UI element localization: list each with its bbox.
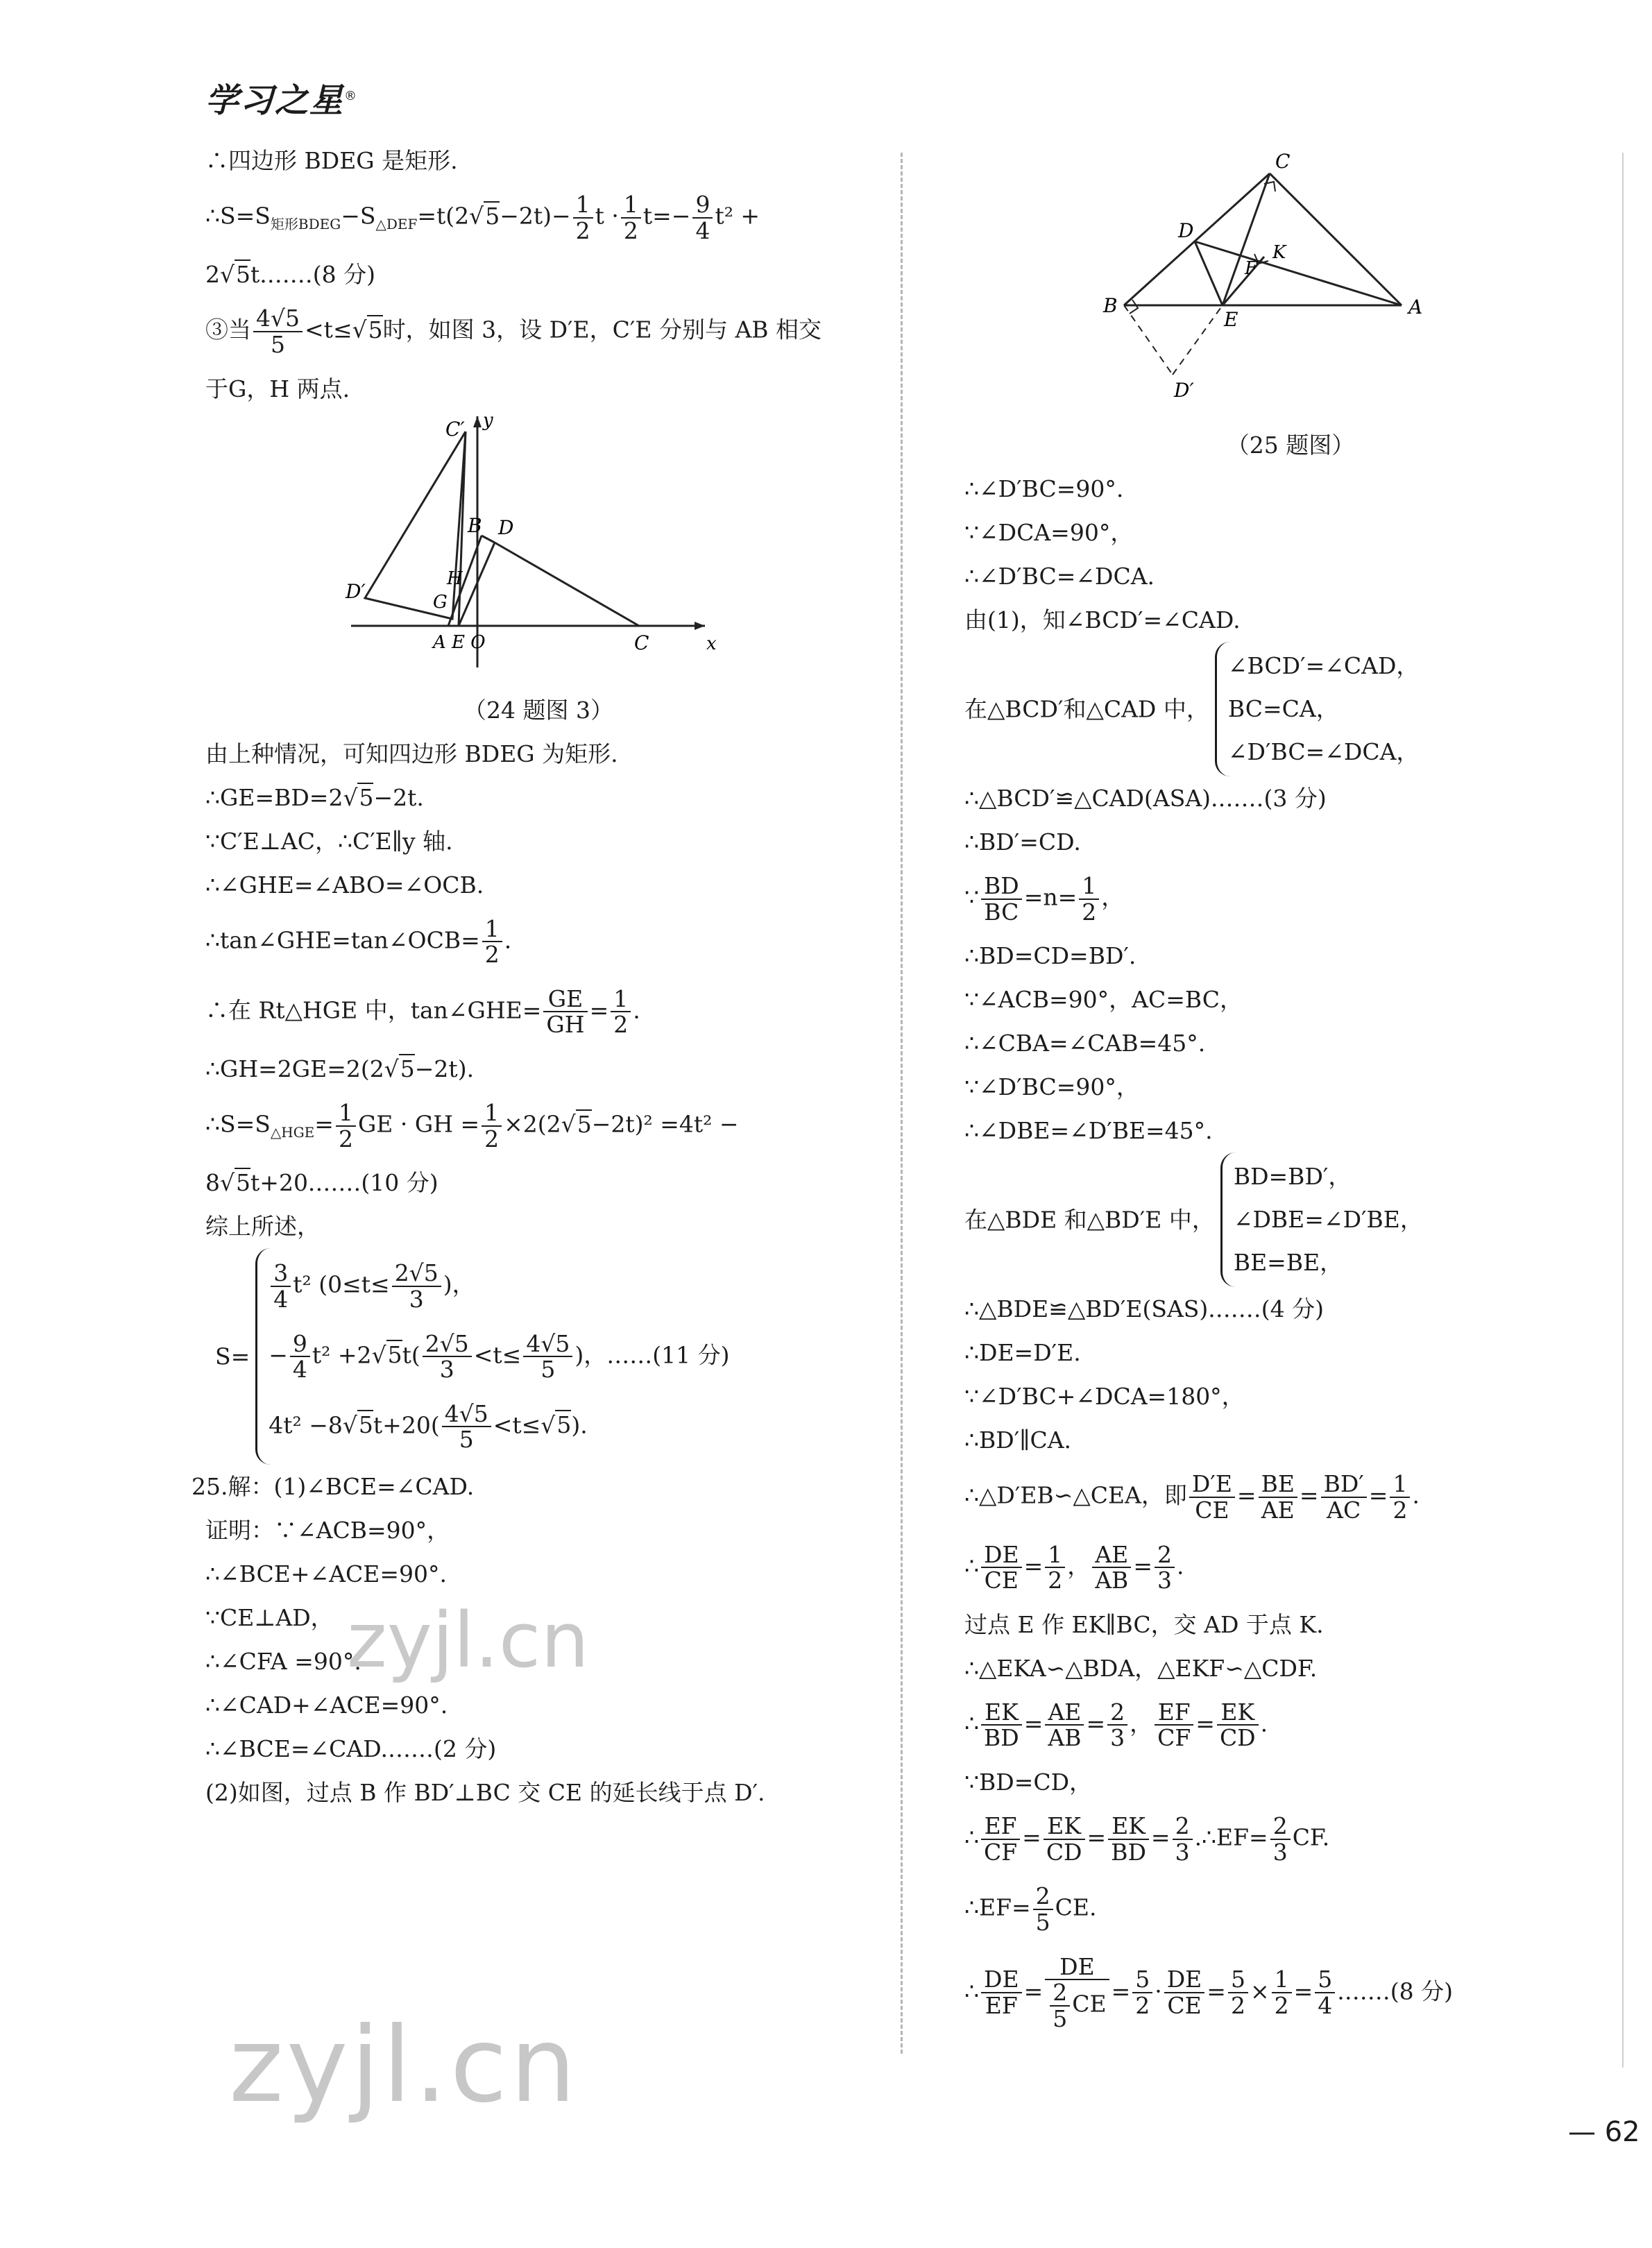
- label-k: K: [1272, 242, 1286, 263]
- label-d-prime: D′: [346, 579, 366, 603]
- label-d: D: [1178, 219, 1194, 242]
- text-line: ∴BD′∥CA.: [964, 1427, 1072, 1454]
- brace-conditions: ∠BCD′=∠CAD， BC=CA， ∠D′BC=∠DCA，: [1215, 642, 1420, 776]
- congruence-system: 在△BDE 和△BD′E 中， BD=BD′， ∠DBE=∠D′BE， BE=BE，: [964, 1152, 1617, 1287]
- text-line: ∴∠BCE=∠CAD.……(2 分): [205, 1735, 497, 1762]
- text-line: ∴△BCD′≌△CAD(ASA).……(3 分): [964, 785, 1327, 812]
- label-h: H: [447, 568, 463, 589]
- formula-line: ∴ $\frac{EF}{CF}$ = $\frac{EK}{CD}$ = $\frac{EK}{BD}$ = $\frac{2}{3}$ .∴EF= $\frac{2}{3}$ CF.: [964, 1812, 1330, 1866]
- label-y: y: [483, 410, 493, 431]
- text-line: ∴四边形 BDEG 是矩形.: [205, 147, 458, 174]
- formula-line: $\therefore S=S_{矩形BDEG}-S_{\triangle DEF}=t(2√5-2t)-$ $\frac{1}{2}$ t · $\frac{1}{2}$ t=− $\frac{9}{4}$ t² +: [205, 191, 760, 244]
- figure-25: [964, 139, 1617, 423]
- text-line: ∴DE=D′E.: [964, 1339, 1081, 1367]
- formula-line: ∴△D′EB∽△CEA，即 $\frac{D'E}{CE}$ = $\frac{BE}{AE}$ = $\frac{BD'}{AC}$ = $\frac{1}{2}$ .: [964, 1470, 1420, 1524]
- text-line: 过点 E 作 EK∥BC，交 AD 于点 K.: [964, 1610, 1324, 1638]
- left-column: [191, 139, 871, 1814]
- text-line: ∴∠GHE=∠ABO=∠OCB.: [205, 871, 484, 899]
- text-line: ∴BD′=CD.: [964, 828, 1081, 855]
- label-d-prime: D′: [1174, 379, 1194, 402]
- watermark-overlay: zyjl.cn: [347, 1596, 590, 1685]
- problem-25-heading: 25.解：(1)∠BCE=∠CAD.: [191, 1473, 475, 1500]
- text-line: ∴∠CBA=∠CAB=45°.: [964, 1030, 1206, 1057]
- label-c-prime: C′: [445, 417, 465, 441]
- formula-line: ∴ $\frac{DE}{EF}$ = DE $\frac{2}{5}$ CE = $\frac{5}{2}$ · $\frac{DE}{CE}$ = $\frac{5}{2}$ × $\frac{1}{2}$ = $\frac{5}{4}$ .……(8 分): [964, 1952, 1453, 2032]
- piecewise-function: S= $\frac{3}{4}$ t² (0≤t≤ $\frac{2√5}{3}$ )， − $\frac{9}{4}$ t² +2√5t( $\frac{2√5}{3}$ <t≤ $\frac{4√5}{5}$ )，……(11 分) 4t² −8√5t+20( $\frac{4√5}{5}$ <t≤√5).: [205, 1248, 871, 1465]
- formula-line: ∴GE=BD=2√5−2t.: [205, 783, 424, 811]
- page-edge-rule: [1622, 153, 1624, 2068]
- case-3: 4t² −8√5t+20( $\frac{4√5}{5}$ <t≤√5).: [269, 1399, 588, 1454]
- watermark: zyjl.cn: [229, 2005, 579, 2126]
- formula-line: ∴EF= $\frac{2}{5}$ CE.: [964, 1882, 1097, 1936]
- text-line: ∴∠CAD+∠ACE=90°.: [205, 1692, 448, 1719]
- label-g: G: [433, 591, 448, 613]
- formula-line: ∴ $\frac{EK}{BD}$ = $\frac{AE}{AB}$ = $\frac{2}{3}$ ， $\frac{EF}{CF}$ = $\frac{EK}{CD}$ .: [964, 1698, 1268, 1752]
- text-line: 由(1)，知∠BCD′=∠CAD.: [964, 606, 1241, 633]
- text-line: ∵CE⊥AD，: [205, 1604, 334, 1631]
- text-line: ∴BD=CD=BD′.: [964, 942, 1136, 970]
- brand-logo: 学习之星®: [205, 81, 359, 120]
- text-line: ∵∠DCA=90°，: [964, 519, 1134, 546]
- text-line: ∵BD=CD，: [964, 1769, 1093, 1796]
- text-line: ∵∠D′BC=90°，: [964, 1073, 1139, 1101]
- page-number: — 62: [1568, 2116, 1640, 2148]
- label-c: C: [634, 631, 649, 654]
- text-line: ∵C′E⊥AC，∴C′E∥y 轴.: [205, 827, 453, 855]
- label-a: A: [1408, 296, 1423, 318]
- formula-line: 2√5t.……(8 分): [205, 261, 376, 289]
- label-b: B: [1103, 294, 1118, 317]
- text-line: ∴∠BCE+∠ACE=90°.: [205, 1560, 447, 1587]
- case-1: $\frac{3}{4}$ t² (0≤t≤ $\frac{2√5}{3}$ )，: [269, 1251, 729, 1321]
- text-line: ∵∠D′BC+∠DCA=180°，: [964, 1383, 1245, 1411]
- text-line: 由上种情况，可知四边形 BDEG 为矩形.: [205, 740, 618, 767]
- column-divider: [901, 153, 903, 2054]
- text-line: ∴∠D′BC=∠DCA.: [964, 563, 1155, 590]
- case-2: − $\frac{9}{4}$ t² +2√5t( $\frac{2√5}{3}$ <t≤ $\frac{4√5}{5}$ )，……(11 分): [269, 1329, 730, 1383]
- figure-24-3: [205, 411, 871, 688]
- text-line: 于G，H 两点.: [205, 375, 350, 402]
- formula-line: ③当 $\frac{4√5}{5}$ <t≤√5时，如图 3，设 D′E，C′E 分别与 AB 相交: [205, 305, 822, 358]
- label-a-e-o: A E O: [433, 631, 486, 653]
- text-line: ∴∠CFA =90°.: [205, 1648, 361, 1675]
- brace-conditions: BD=BD′， ∠DBE=∠D′BE， BE=BE，: [1220, 1152, 1423, 1287]
- text-line: ∴△BDE≌△BD′E(SAS).……(4 分): [964, 1295, 1325, 1323]
- formula-line: ∴在 Rt△HGE 中，tan∠GHE= $\frac{GE}{GH}$ = $\frac{1}{2}$ .: [205, 985, 640, 1039]
- figure-caption: （25 题图）: [1226, 432, 1355, 459]
- formula-line: 8√5t+20.……(10 分): [205, 1169, 438, 1197]
- label-x: x: [706, 633, 717, 654]
- text-line: (2)如图，过点 B 作 BD′⊥BC 交 CE 的延长线于点 D′.: [205, 1779, 765, 1806]
- right-column: [964, 139, 1617, 2041]
- geometry-diagram: [1096, 139, 1485, 409]
- brace-cases: [255, 1248, 729, 1465]
- text-line: ∴∠D′BC=90°.: [964, 475, 1124, 502]
- label-b: B: [468, 513, 482, 537]
- geometry-diagram: [344, 411, 733, 674]
- label-f: F: [1245, 258, 1258, 279]
- text-line: 证明：∵∠ACB=90°，: [205, 1517, 450, 1544]
- text-line: ∵∠ACB=90°，AC=BC，: [964, 986, 1243, 1014]
- formula-line: ∵ $\frac{BD}{BC}$ =n= $\frac{1}{2}$ ，: [964, 872, 1125, 926]
- formula-line: $\therefore S=S_{\triangle HGE}=$ $\frac{1}{2}$ GE · GH = $\frac{1}{2}$ ×2(2√5−2t)² =4t² −: [205, 1099, 739, 1152]
- text-line: ∴∠DBE=∠D′BE=45°.: [964, 1117, 1213, 1145]
- label-c: C: [1275, 150, 1291, 173]
- text-line: 综上所述，: [205, 1213, 320, 1241]
- label-d: D: [498, 516, 514, 539]
- formula-line: ∴GH=2GE=2(2√5−2t).: [205, 1055, 475, 1082]
- text-line: ∴△EKA∽△BDA，△EKF∽△CDF.: [964, 1654, 1318, 1682]
- congruence-system: 在△BCD′和△CAD 中， ∠BCD′=∠CAD， BC=CA， ∠D′BC=∠DCA，: [964, 642, 1617, 776]
- formula-line: ∴tan∠GHE=tan∠OCB= $\frac{1}{2}$ .: [205, 914, 512, 969]
- label-e: E: [1224, 308, 1238, 331]
- figure-caption: （24 题图 3）: [463, 696, 613, 724]
- formula-line: ∴ $\frac{DE}{CE}$ = $\frac{1}{2}$ ， $\frac{AE}{AB}$ = $\frac{2}{3}$ .: [964, 1540, 1184, 1594]
